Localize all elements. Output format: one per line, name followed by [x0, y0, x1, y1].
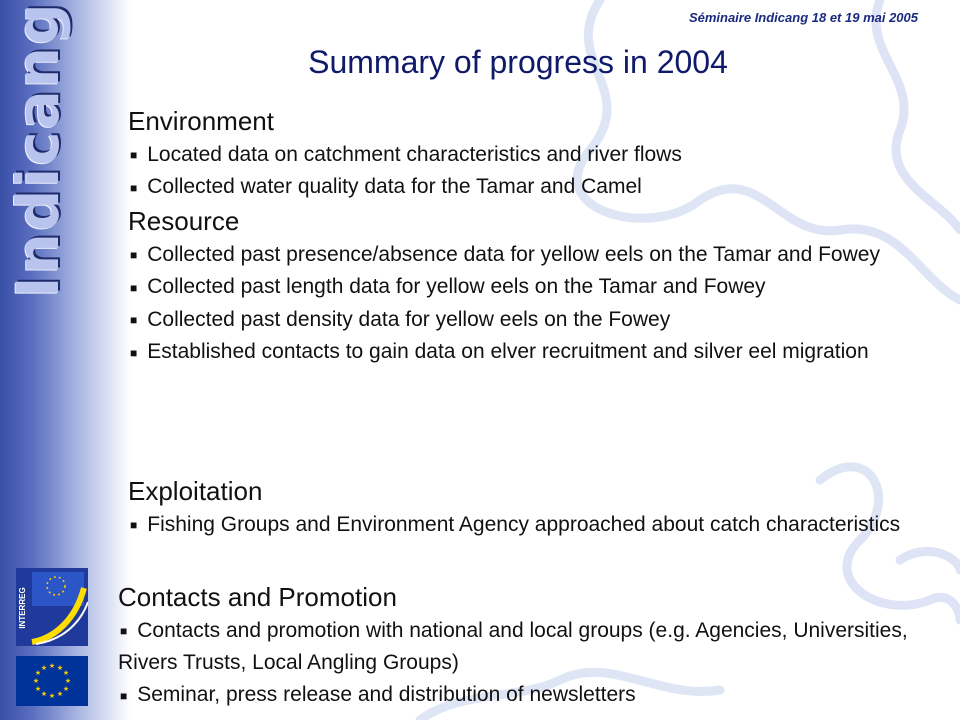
eu-flag-icon	[16, 656, 88, 706]
list-item: ■ Seminar, press release and distribution of newsletters	[120, 683, 636, 707]
list-item: ■ Collected past length data for yellow eels on the Tamar and Fowey	[130, 275, 766, 299]
svg-text:★: ★	[34, 685, 42, 693]
section-heading: Exploitation	[128, 476, 263, 506]
bullet-icon: ■	[120, 624, 128, 639]
list-item: ■ Collected water quality data for the Tamar and Camel	[130, 175, 642, 199]
bullet-icon: ■	[130, 148, 138, 163]
section-exploitation	[128, 473, 928, 541]
bullet-icon: ■	[130, 518, 138, 533]
svg-text:★: ★	[62, 685, 70, 693]
bullet-icon: ■	[130, 313, 138, 328]
list-item: ■ Fishing Groups and Environment Agency approached about catch characteristics	[130, 513, 901, 536]
interreg-label: INTERREG	[18, 587, 27, 629]
svg-text:★: ★	[56, 690, 64, 698]
page-title: Summary of progress in 2004	[308, 44, 728, 80]
svg-text:★: ★	[34, 669, 42, 677]
section-contacts	[118, 579, 918, 712]
section-environment	[128, 103, 928, 204]
indicang-brand-logo: Indicang	[4, 1, 72, 298]
list-item: ■ Collected past density data for yellow eels on the Fowey	[130, 307, 671, 331]
section-resource	[128, 203, 928, 369]
list-item: ■ Collected past presence/absence data for yellow eels on the Tamar and Fowey	[130, 243, 880, 266]
svg-text:★: ★	[62, 669, 70, 677]
bullet-icon: ■	[130, 345, 138, 360]
list-item: ■ Established contacts to gain data on elver recruitment and silver eel migration	[130, 340, 869, 364]
svg-text:★: ★	[40, 664, 48, 672]
svg-text:★: ★	[56, 664, 64, 672]
section-heading: Environment	[128, 106, 274, 136]
bullet-icon: ■	[120, 688, 128, 703]
svg-text:★: ★	[64, 677, 72, 685]
svg-text:★: ★	[40, 690, 48, 698]
svg-text:★: ★	[32, 677, 40, 685]
section-heading: Resource	[128, 206, 240, 236]
list-item: ■ Contacts and promotion with national and local groups (e.g. Agencies, Universities, Rivers Trusts, Local Angling Groups)	[118, 619, 908, 675]
interreg-logo	[16, 568, 88, 646]
list-item: ■ Located data on catchment characteristics and river flows	[130, 143, 682, 166]
section-heading: Contacts and Promotion	[118, 582, 397, 612]
bullet-icon: ■	[130, 248, 138, 263]
svg-text:★: ★	[48, 692, 56, 700]
bullet-icon: ■	[130, 280, 138, 295]
svg-text:★: ★	[48, 662, 56, 670]
seminar-caption: Séminaire Indicang 18 et 19 mai 2005	[688, 10, 918, 25]
bullet-icon: ■	[130, 180, 138, 195]
